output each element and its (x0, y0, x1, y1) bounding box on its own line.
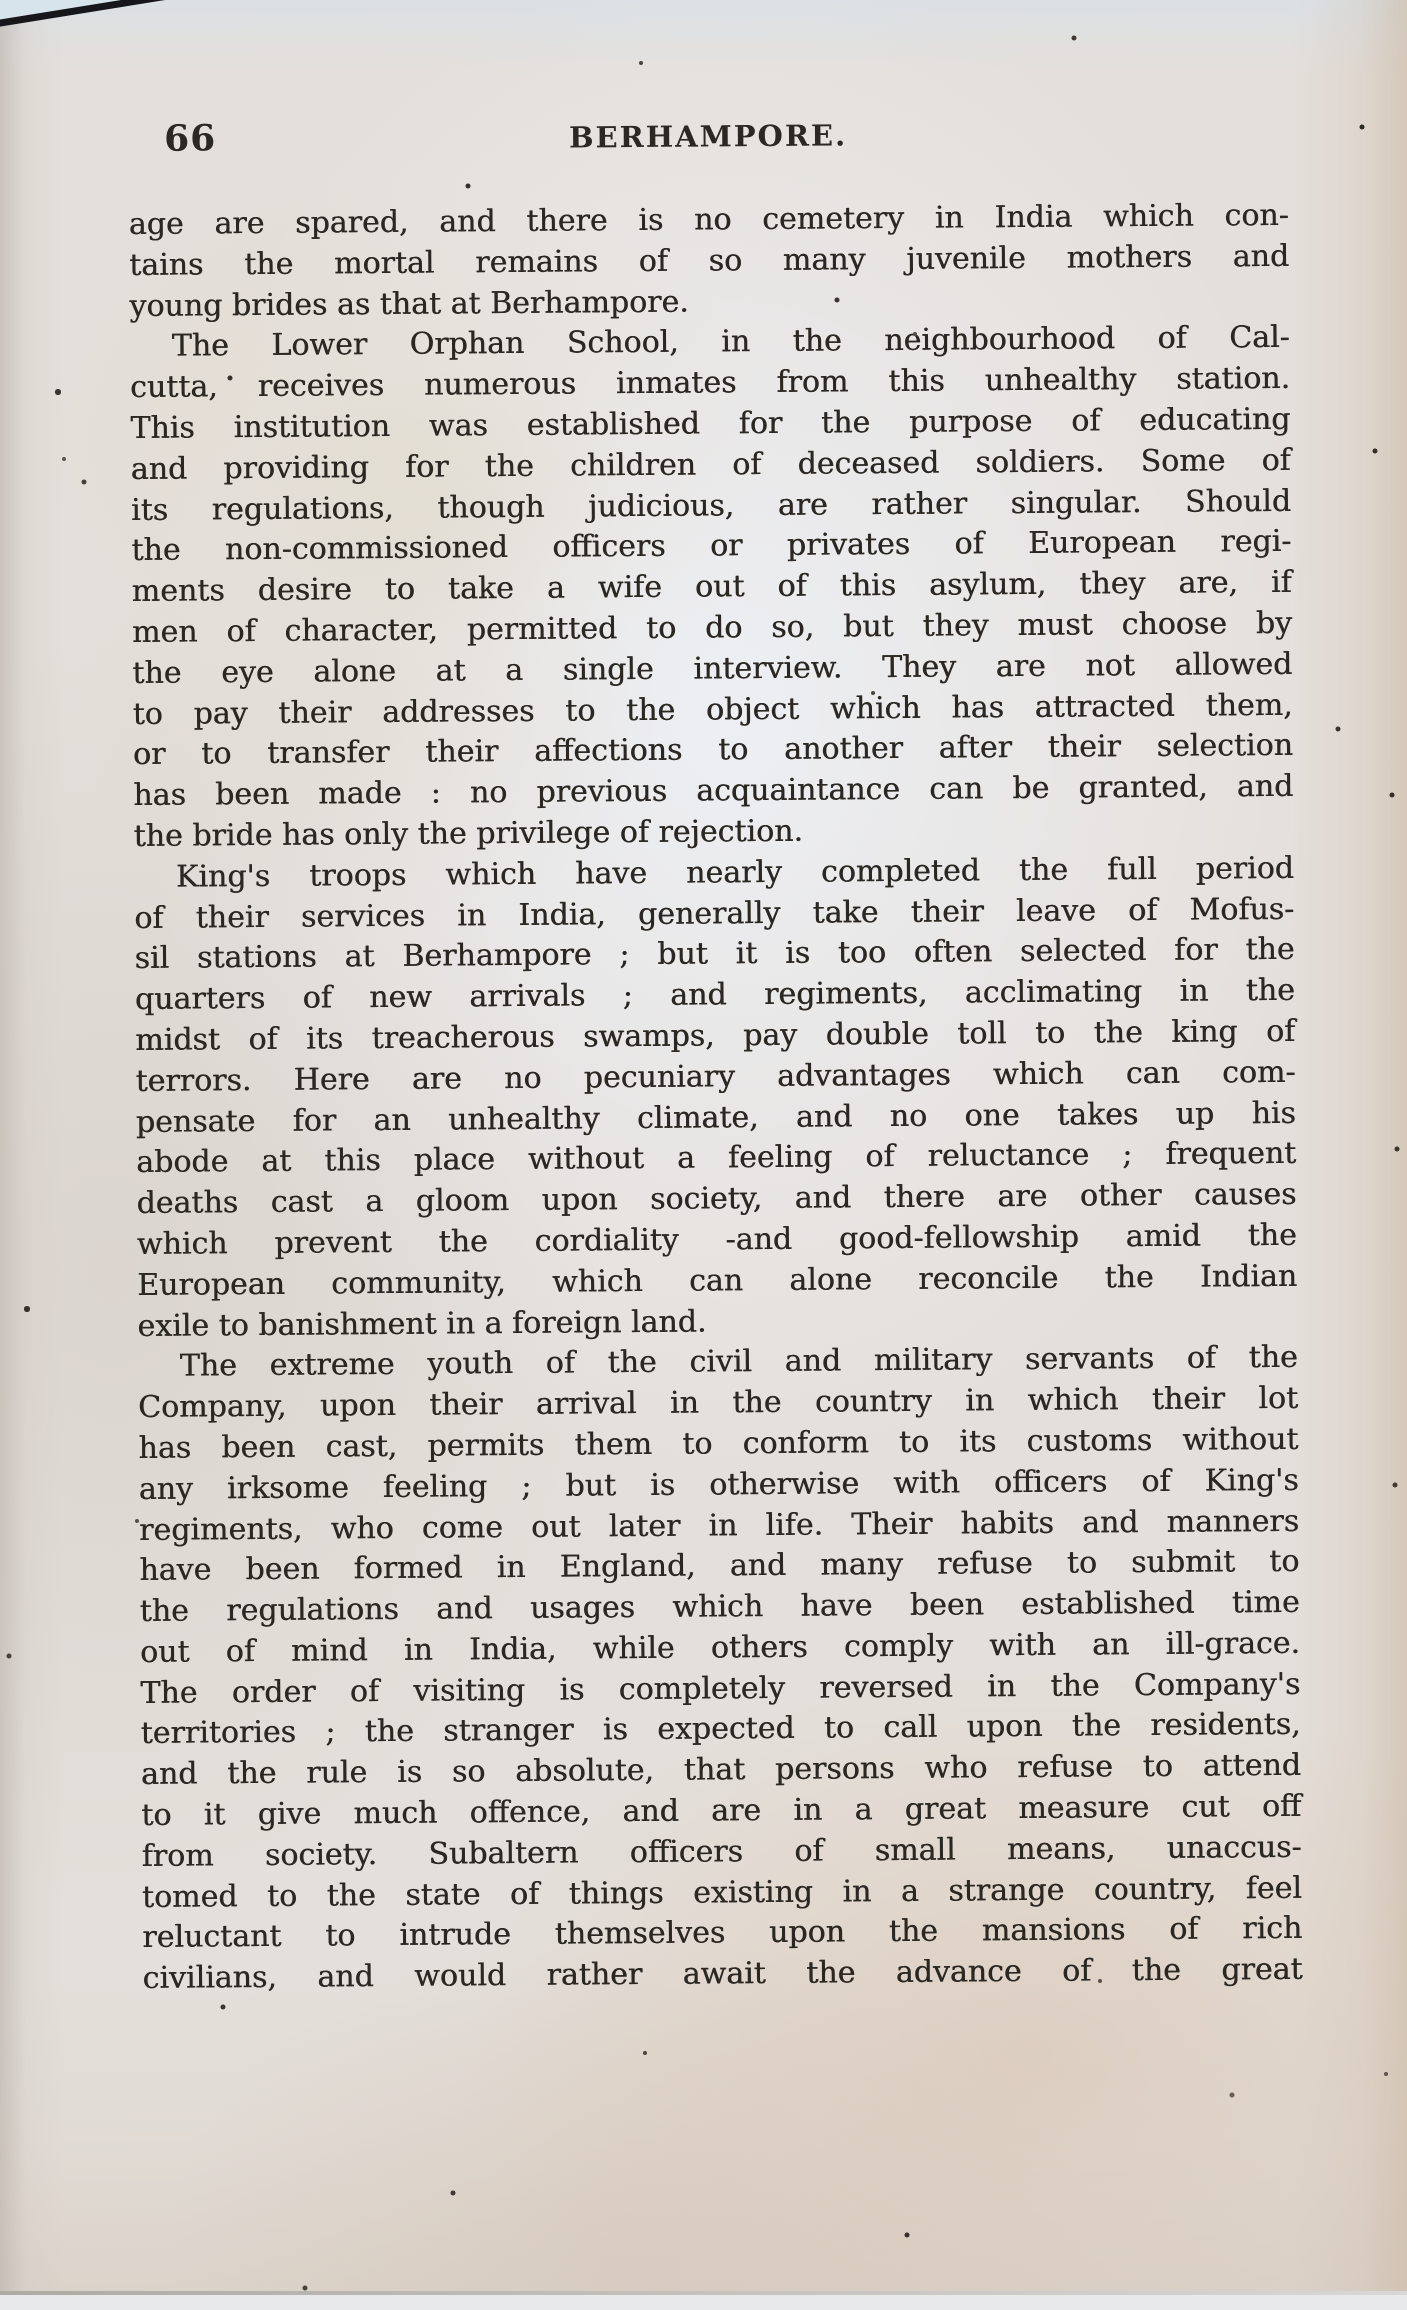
running-header-row (128, 113, 1288, 164)
text-line: have been formed in England, and many refuse to submit to (139, 1544, 1300, 1589)
text-line: European community, which can alone reconcile the Indian (136, 1258, 1298, 1303)
text-line: any irksome feeling ; but is otherwise with officers of King's (138, 1462, 1299, 1507)
text-line: men of character, permitted to do so, but they must choose by (131, 605, 1293, 650)
running-header-title: BERHAMPORE. (568, 118, 848, 155)
text-line: out of mind in India, while others comply with an ill-grace. (139, 1625, 1301, 1670)
text-line: from society. Subaltern officers of small means, unaccus- (141, 1829, 1302, 1874)
text-line: territories ; the stranger is expected to call upon the residents, (140, 1707, 1301, 1752)
page-content (128, 113, 1303, 2000)
text-line: has been cast, permits them to conform to its customs without (138, 1421, 1299, 1466)
text-line: tomed to the state of things existing in a strange country, feel (141, 1870, 1303, 1915)
text-line: The Lower Orphan School, in the neighbourhood of Cal- (171, 320, 1290, 365)
text-line: civilians, and would rather await the advance of the great (142, 1952, 1303, 1997)
text-line: the regulations and usages which have been established time (139, 1584, 1300, 1630)
text-line: This institution was established for the purpose of educating (130, 401, 1291, 446)
text-line: to pay their addresses to the object which has attracted them, (132, 687, 1293, 732)
page-corner-edge (0, 0, 230, 44)
text-line: and the rule is so absolute, that persons who refuse to attend (140, 1748, 1302, 1793)
text-line: cutta, receives numerous inmates from this unhealthy station. (129, 361, 1291, 406)
text-line: the bride has only the privilege of rejection. (133, 813, 804, 854)
text-line: the non-commissioned officers or privates of European regi- (131, 524, 1292, 569)
text-line: The extreme youth of the civil and military servants of the (179, 1340, 1298, 1384)
text-line: age are spared, and there is no cemetery in India which con- (128, 197, 1289, 242)
page-number: 66 (163, 117, 217, 160)
text-line: The order of visiting is completely reversed in the Company's (140, 1666, 1301, 1711)
text-line: of their services in India, generally take their leave of Mofus- (134, 891, 1295, 936)
text-line: and providing for the children of deceased soldiers. Some of (130, 442, 1291, 487)
text-line: abode at this place without a feeling of reluctance ; frequent (136, 1136, 1297, 1181)
text-line: regiments, who come out later in life. Their habits and manners (138, 1503, 1300, 1548)
text-line: sil stations at Berhampore ; but it is too often selected for the (134, 932, 1295, 977)
page-bottom-edge (0, 2291, 1407, 2310)
text-line: has been made : no previous acquaintance can be granted, and (133, 769, 1294, 814)
text-line: young brides as that at Berhampore. (129, 284, 689, 324)
text-line: Company, upon their arrival in the country in which their lot (137, 1380, 1299, 1426)
text-line: King's troops which have nearly completed the full period (175, 850, 1295, 895)
text-line: or to transfer their affections to another after their selection (132, 728, 1294, 773)
text-line: reluctant to intrude themselves upon the mansions of rich (142, 1911, 1303, 1956)
body-text (129, 196, 1303, 2000)
text-line: pensate for an unhealthy climate, and no one takes up his (135, 1095, 1296, 1140)
paper-specks (0, 0, 2, 2)
text-line: terrors. Here are no pecuniary advantages which can com- (135, 1054, 1296, 1099)
text-line: ments desire to take a wife out of this asylum, they are, if (131, 565, 1292, 610)
text-line: tains the mortal remains of so many juvenile mothers and (128, 238, 1290, 283)
text-line: which prevent the cordiality -and good-fellowship amid the (136, 1217, 1297, 1262)
text-line: deaths cast a gloom upon society, and there are other causes (136, 1176, 1297, 1222)
text-line: quarters of new arrivals ; and regiments, acclimating in the (134, 973, 1295, 1018)
text-line: exile to banishment in a foreign land. (137, 1304, 707, 1344)
text-line: its regulations, though judicious, are rather singular. Should (130, 483, 1292, 528)
text-line: midst of its treacherous swamps, pay double toll to the king of (135, 1013, 1296, 1058)
text-line: the eye alone at a single interview. They are not allowed (132, 646, 1293, 691)
text-line: to it give much offence, and are in a great measure cut off (141, 1788, 1302, 1834)
